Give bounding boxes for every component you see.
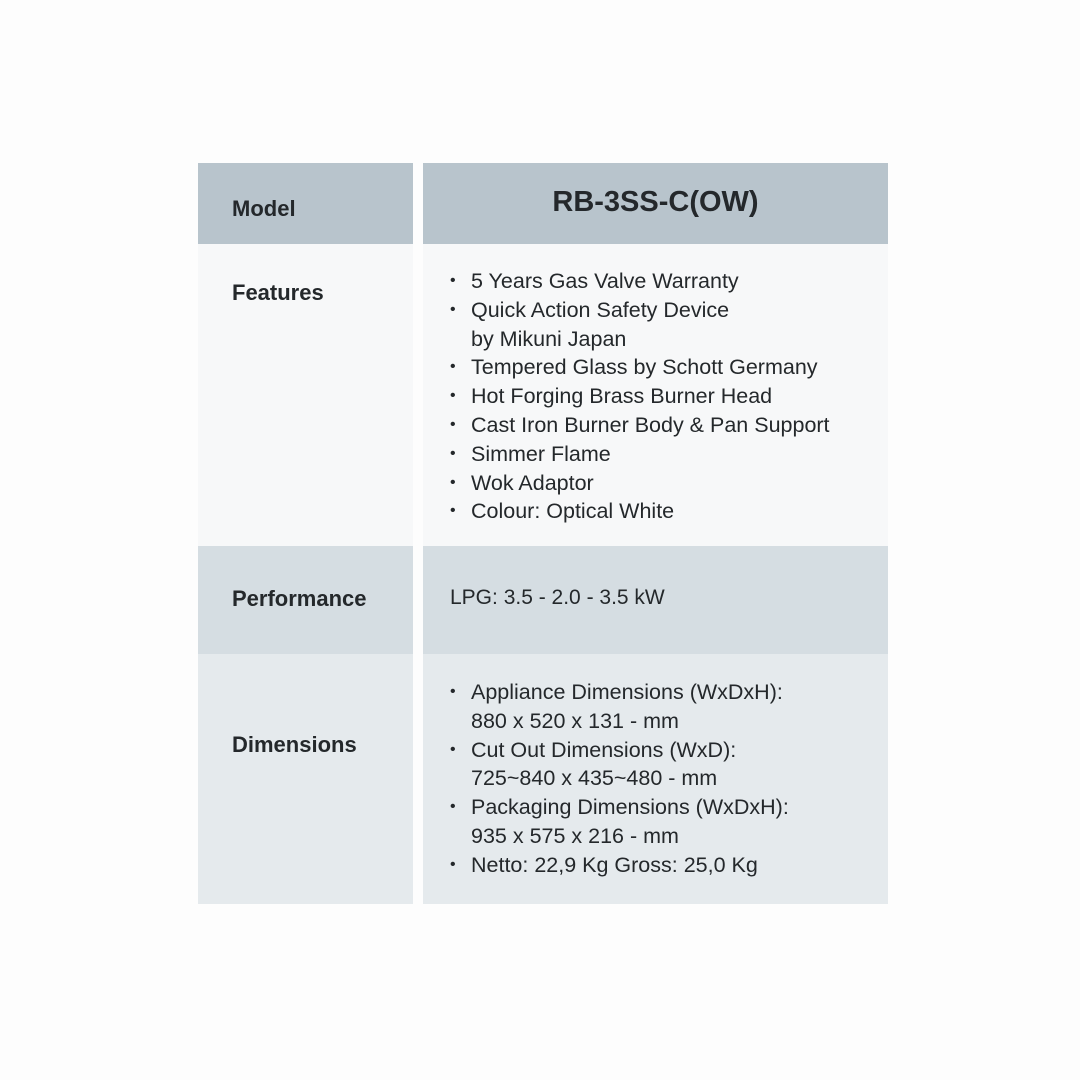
feature-text: Cast Iron Burner Body & Pan Support <box>471 412 830 437</box>
bullet-icon: • <box>450 387 456 405</box>
list-item <box>450 736 878 794</box>
feature-text: Tempered Glass by Schott Germany <box>471 355 818 380</box>
list-item <box>450 411 878 440</box>
dimensions-value-cell <box>423 654 888 904</box>
list-item <box>450 469 878 498</box>
model-label-cell <box>198 163 413 244</box>
feature-text: Simmer Flame <box>471 441 611 466</box>
bullet-icon: • <box>450 272 456 289</box>
list-item <box>450 296 878 354</box>
list-item <box>450 440 878 469</box>
list-item <box>450 497 878 526</box>
dimension-text: Netto: 22,9 Kg Gross: 25,0 Kg <box>471 852 758 877</box>
performance-label: Performance <box>232 586 367 611</box>
performance-row <box>198 546 888 654</box>
bullet-icon: • <box>450 502 456 520</box>
model-value: RB-3SS-C(OW) <box>552 186 759 218</box>
performance-value-cell <box>423 546 888 654</box>
dimension-text: Appliance Dimensions (WxDxH): <box>471 680 783 704</box>
features-label-cell <box>198 244 413 546</box>
bullet-icon: • <box>450 855 456 873</box>
performance-label-cell <box>198 546 413 654</box>
bullet-icon: • <box>450 300 456 318</box>
dimension-text: Cut Out Dimensions (WxD): <box>471 737 737 762</box>
features-list <box>450 267 878 526</box>
bullet-icon: • <box>450 358 456 376</box>
feature-text: Wok Adaptor <box>471 470 594 495</box>
dimension-value: 880 x 520 x 131 - mm <box>471 708 679 733</box>
bullet-icon: • <box>450 444 456 462</box>
model-value-cell <box>423 163 888 244</box>
bullet-icon: • <box>450 473 456 491</box>
list-item <box>450 851 878 880</box>
bullet-icon: • <box>450 415 456 433</box>
dimensions-label: Dimensions <box>232 732 357 757</box>
list-item <box>450 267 878 296</box>
feature-text: 5 Years Gas Valve Warranty <box>471 269 739 293</box>
features-value-cell <box>423 244 888 546</box>
features-row <box>198 244 888 546</box>
list-item <box>450 793 878 851</box>
model-label: Model <box>232 196 296 221</box>
feature-text: Hot Forging Brass Burner Head <box>471 384 773 409</box>
dimension-value: 935 x 575 x 216 - mm <box>471 823 679 848</box>
list-item <box>450 678 878 736</box>
model-row <box>198 163 888 244</box>
list-item <box>450 382 878 411</box>
spec-table <box>198 163 888 904</box>
dimension-text: Packaging Dimensions (WxDxH): <box>471 795 789 820</box>
bullet-icon: • <box>450 740 456 758</box>
feature-text: Quick Action Safety Device <box>471 297 730 322</box>
dimensions-label-cell <box>198 654 413 904</box>
dimensions-row <box>198 654 888 904</box>
dimensions-list <box>450 678 878 880</box>
bullet-icon: • <box>450 798 456 816</box>
features-label: Features <box>232 280 324 305</box>
feature-text: Colour: Optical White <box>471 499 675 524</box>
dimension-value: 725~840 x 435~480 - mm <box>471 766 718 791</box>
list-item <box>450 353 878 382</box>
bullet-icon: • <box>450 683 456 700</box>
performance-value: LPG: 3.5 - 2.0 - 3.5 kW <box>450 586 665 609</box>
feature-text-continued: by Mikuni Japan <box>471 326 627 351</box>
